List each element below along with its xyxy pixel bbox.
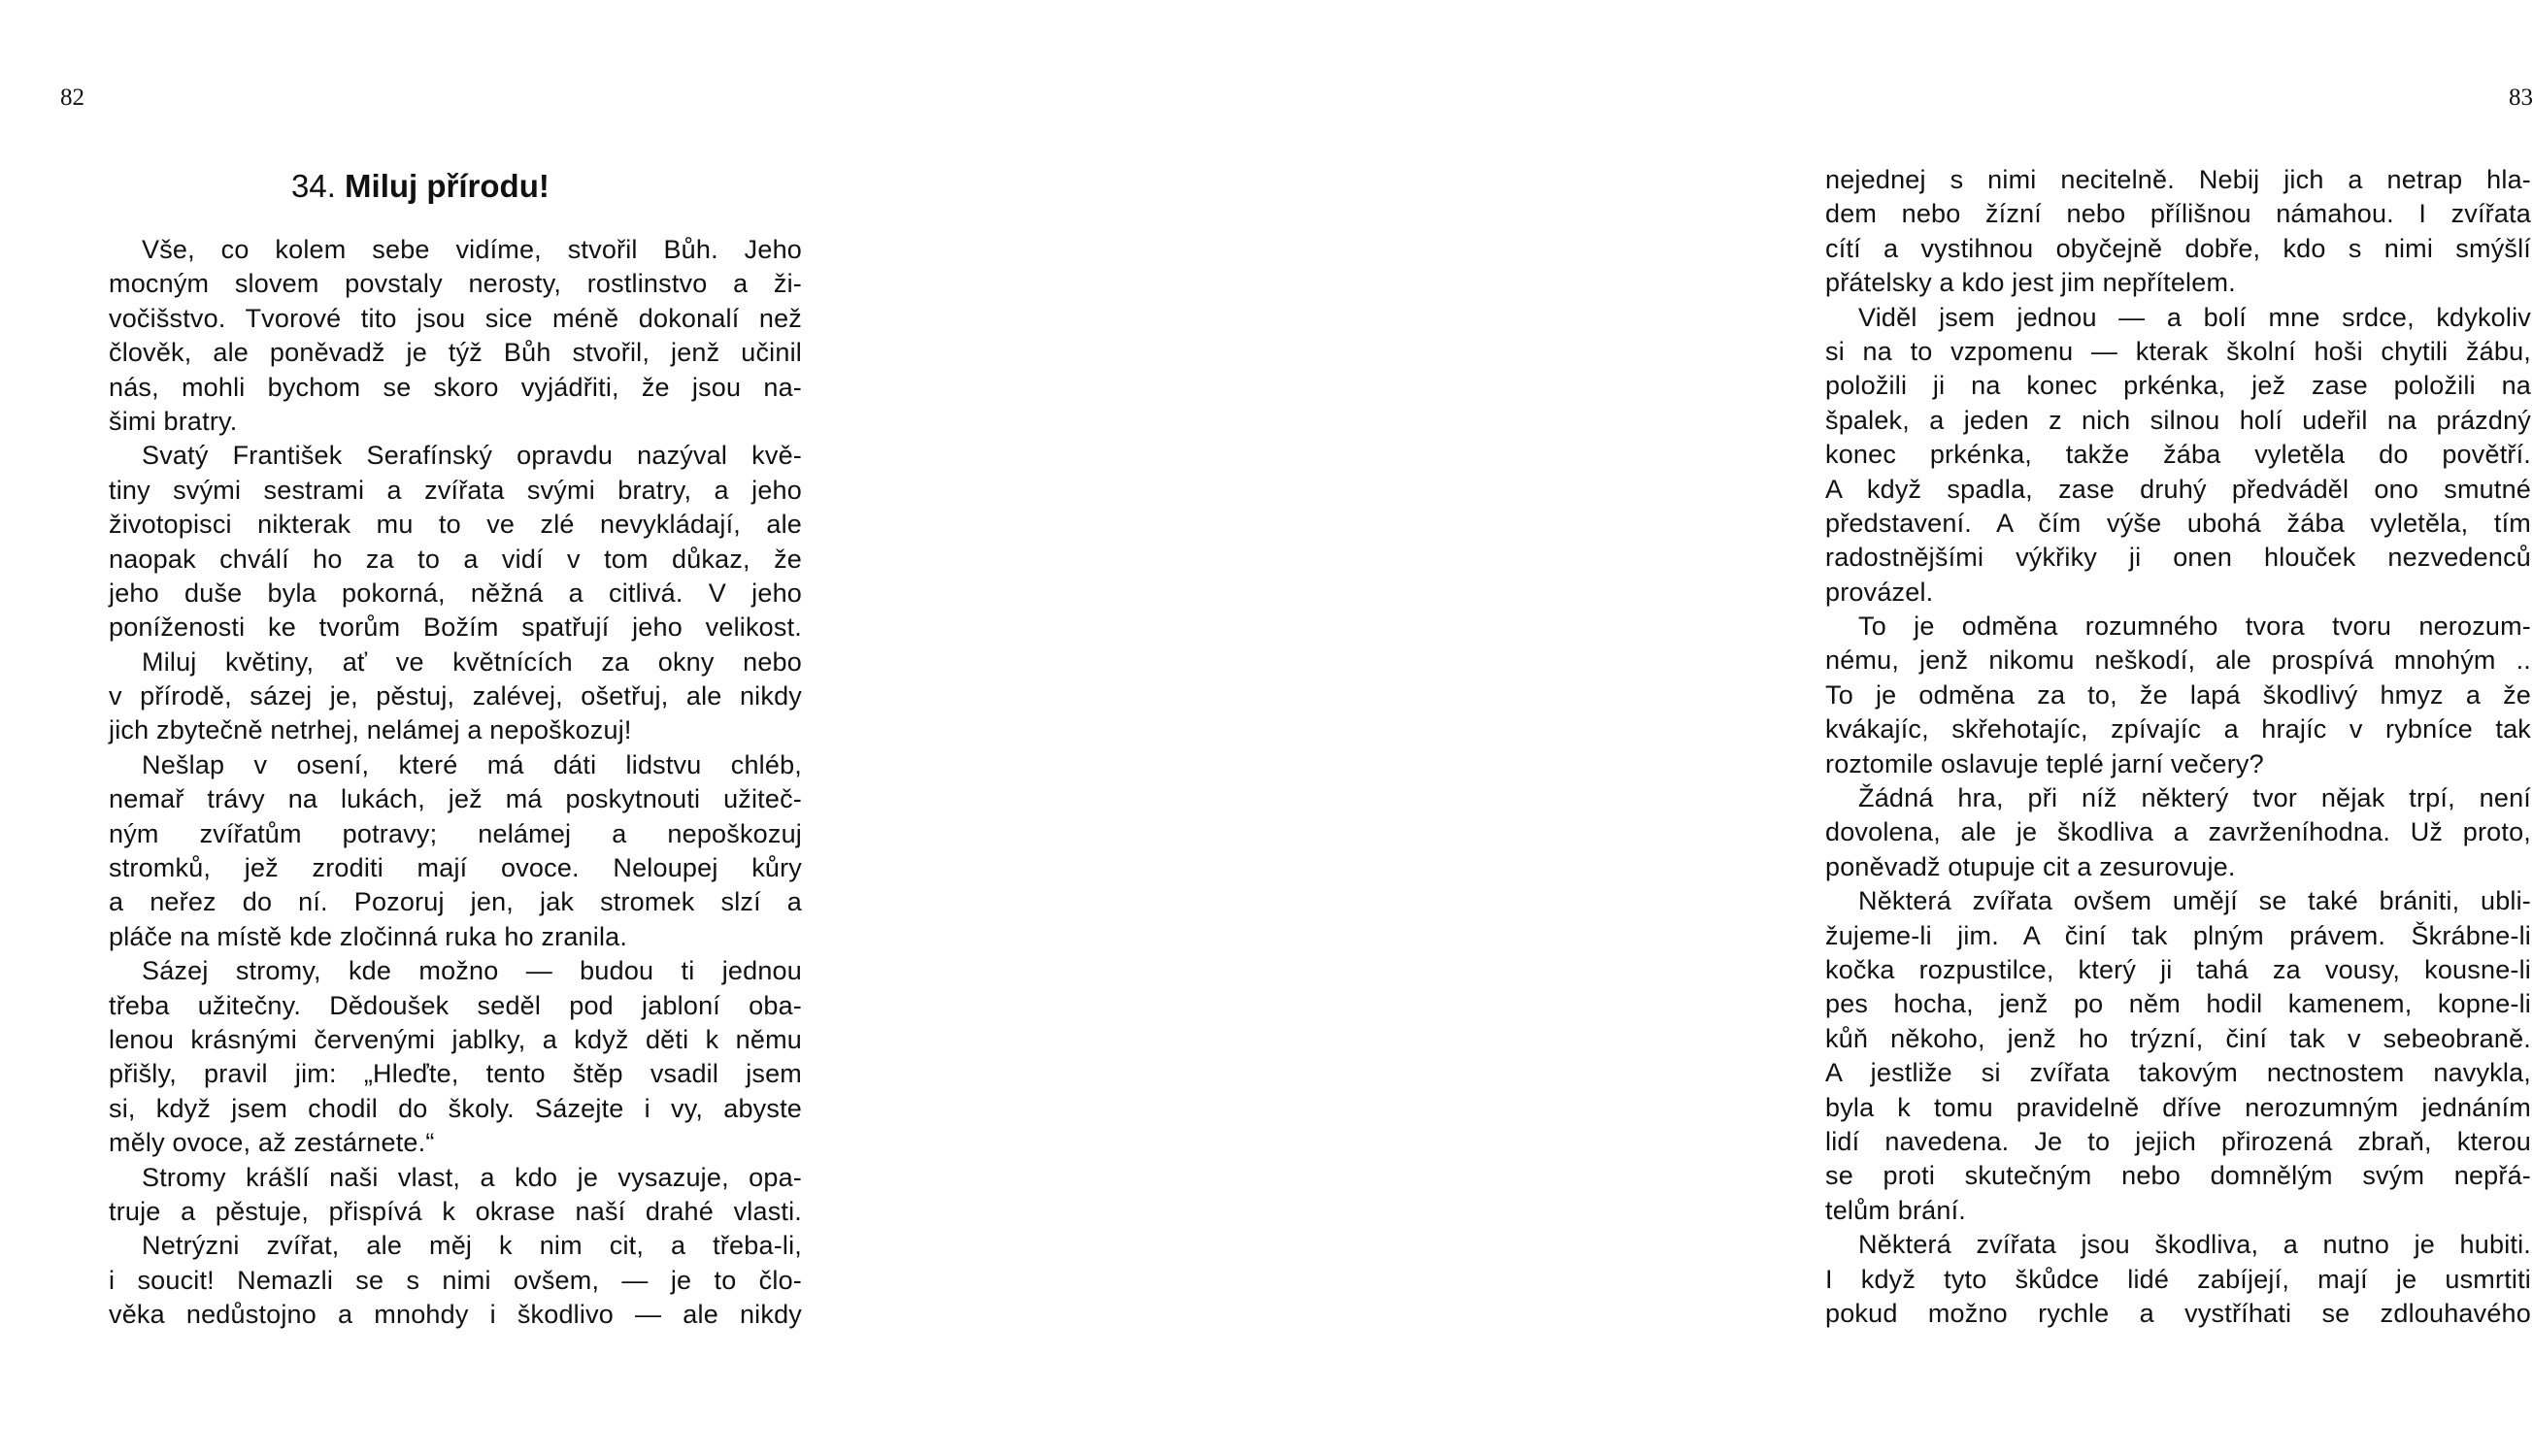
text-line: položili ji na konec prkénka, jež zase položili na	[1825, 371, 2531, 401]
text-line: v přírodě, sázej je, pěstuj, zalévej, ošetřuj, ale nikdy	[109, 681, 802, 711]
text-line: truje a pěstuje, přispívá k okrase naší drahé vlasti.	[109, 1196, 802, 1226]
text-line: pes hocha, jenž po něm hodil kamenem, kopne-li	[1825, 989, 2531, 1019]
text-line: Sázej stromy, kde možno — budou ti jednou	[142, 956, 802, 986]
text-line: Svatý František Serafínský opravdu nazýval kvě-	[142, 441, 802, 471]
text-line: I když tyto škůdce lidé zabíjejí, mají je usmrtiti	[1825, 1264, 2531, 1294]
page-number-right: 83	[2509, 84, 2533, 111]
text-line: životopisci nikterak mu to ve zlé nevykládají, ale	[109, 510, 802, 540]
text-line: dem nebo žízní nebo přílišnou námahou. I zvířata	[1825, 199, 2531, 229]
text-line: dovolena, ale je škodliva a zavrženíhodna. Už proto,	[1825, 817, 2531, 847]
text-line: jeho duše byla pokorná, něžná a citlivá. V jeho	[109, 578, 802, 608]
text-line: Nešlap v osení, které má dáti lidstvu chléb,	[142, 749, 802, 779]
text-line: Viděl jsem jednou — a bolí mne srdce, kdykoliv	[1858, 302, 2531, 332]
text-line: Některá zvířata jsou škodliva, a nutno je hubiti.	[1858, 1230, 2531, 1260]
text-line: nás, mohli bychom se skoro vyjádřiti, že jsou na-	[109, 372, 802, 402]
text-line: stromků, jež zroditi mají ovoce. Neloupej kůry	[109, 853, 802, 883]
text-line: To je odměna za to, že lapá škodlivý hmyz a že	[1825, 679, 2531, 710]
text-line: si na to vzpomenu — kterak školní hoši chytili žábu,	[1825, 336, 2531, 366]
text-line: telům brání.	[1825, 1195, 1966, 1225]
text-line: pláče na místě kde zločinná ruka ho zranila.	[109, 921, 628, 951]
text-line: si, když jsem chodil do školy. Sázejte i vy, abyste	[109, 1093, 802, 1123]
text-line: pokud možno rychle a vystříhati se zdlouhavého	[1825, 1298, 2531, 1328]
text-line: A jestliže si zvířata takovým nectnostem navykla,	[1825, 1058, 2531, 1088]
text-line: vočišstvo. Tvorové tito jsou sice méně dokonalí než	[109, 303, 802, 333]
chapter-heading	[291, 167, 550, 206]
text-line: lidí navedena. Je to jejich přirozená zbraň, kterou	[1825, 1126, 2531, 1156]
text-line: Stromy krášlí naši vlast, a kdo je vysazuje, opa-	[142, 1162, 802, 1192]
text-line: přišly, pravil jim: „Hleďte, tento štěp vsadil jsem	[109, 1059, 802, 1089]
text-line: špalek, a jeden z nich silnou holí udeřil na prázdný	[1825, 405, 2531, 435]
text-line: Některá zvířata ovšem umějí se také brániti, ubli-	[1858, 886, 2531, 916]
left-body-text	[109, 233, 802, 1333]
text-line: To je odměna rozumného tvora tvoru nerozum-	[1858, 612, 2531, 642]
text-line: Vše, co kolem sebe vidíme, stvořil Bůh. Jeho	[142, 235, 802, 264]
text-line: lenou krásnými červenými jablky, a když děti k němu	[109, 1024, 802, 1054]
text-line: mocným slovem povstaly nerosty, rostlinstvo a ži-	[109, 269, 802, 299]
text-line: a neřez do ní. Pozoruj jen, jak stromek slzí a	[109, 887, 802, 917]
text-line: žujeme-li jim. A činí tak plným právem. Škrábne-li	[1825, 920, 2531, 950]
text-line: Miluj květiny, ať ve květnících za okny nebo	[142, 646, 802, 677]
text-line: třeba užitečny. Dědoušek seděl pod jabloní oba-	[109, 990, 802, 1020]
text-line: kočka rozpustilce, který ji tahá za vousy, kousne-li	[1825, 954, 2531, 984]
text-line: jich zbytečně netrhej, nelámej a nepoškozuj!	[109, 715, 632, 745]
text-line: tiny svými sestrami a zvířata svými bratry, a jeho	[109, 475, 802, 505]
text-line: i soucit! Nemazli se s nimi ovšem, — je to člo-	[109, 1265, 802, 1295]
text-line: poněvadž otupuje cit a zesurovuje.	[1825, 851, 2236, 881]
text-line: roztomile oslavuje teplé jarní večery?	[1825, 748, 2264, 778]
text-line: člověk, ale poněvadž je týž Bůh stvořil, jenž učinil	[109, 338, 802, 368]
text-line: ným zvířatům potravy; nelámej a nepoškozuj	[109, 818, 802, 848]
text-line: představení. A čím výše ubohá žába vyletěla, tím	[1825, 508, 2531, 538]
text-line: nejednej s nimi necitelně. Nebij jich a netrap hla-	[1825, 165, 2531, 194]
page-number-left: 82	[60, 84, 84, 111]
text-line: radostnějšími výkřiky ji onen hlouček nezvedenců	[1825, 543, 2531, 573]
text-line: věka nedůstojno a mnohdy i škodlivo — ale nikdy	[109, 1300, 802, 1330]
text-line: naopak chválí ho za to a vidí v tom důkaz, že	[109, 544, 802, 574]
text-line: kvákajíc, skřehotajíc, zpívajíc a hrajíc v rybníce tak	[1825, 714, 2531, 745]
text-line: kůň někoho, jenž ho trýzní, činí tak v sebeobraně.	[1825, 1023, 2531, 1053]
text-line: se proti skutečným nebo domnělým svým nepřá-	[1825, 1161, 2531, 1191]
text-line: Netrýzni zvířat, ale měj k nim cit, a třeba-li,	[142, 1231, 802, 1261]
text-line: byla k tomu pravidelně dříve nerozumným jednáním	[1825, 1092, 2531, 1122]
text-line: A když spadla, zase druhý předváděl ono smutné	[1825, 474, 2531, 504]
text-line: šimi bratry.	[109, 406, 238, 436]
chapter-number: 34.	[291, 168, 336, 204]
text-line: nemař trávy na lukách, jež má poskytnouti užiteč-	[109, 784, 802, 814]
text-line: Žádná hra, při níž některý tvor nějak trpí, není	[1858, 783, 2531, 813]
text-line: konec prkénka, takže žába vyletěla do povětří.	[1825, 440, 2531, 470]
text-line: nému, jenž nikomu neškodí, ale prospívá mnohým ..	[1825, 645, 2531, 676]
text-line: provázel.	[1825, 577, 1934, 607]
text-line: měly ovoce, až zestárnete.“	[109, 1128, 435, 1158]
text-line: poníženosti ke tvorům Božím spatřují jeho velikost.	[109, 612, 802, 643]
text-line: cítí a vystihnou obyčejně dobře, kdo s nimi smýšlí	[1825, 233, 2531, 263]
text-line: přátelsky a kdo jest jim nepřítelem.	[1825, 268, 2236, 298]
right-body-text	[1825, 163, 2531, 1331]
chapter-title: Miluj přírodu!	[345, 168, 550, 204]
